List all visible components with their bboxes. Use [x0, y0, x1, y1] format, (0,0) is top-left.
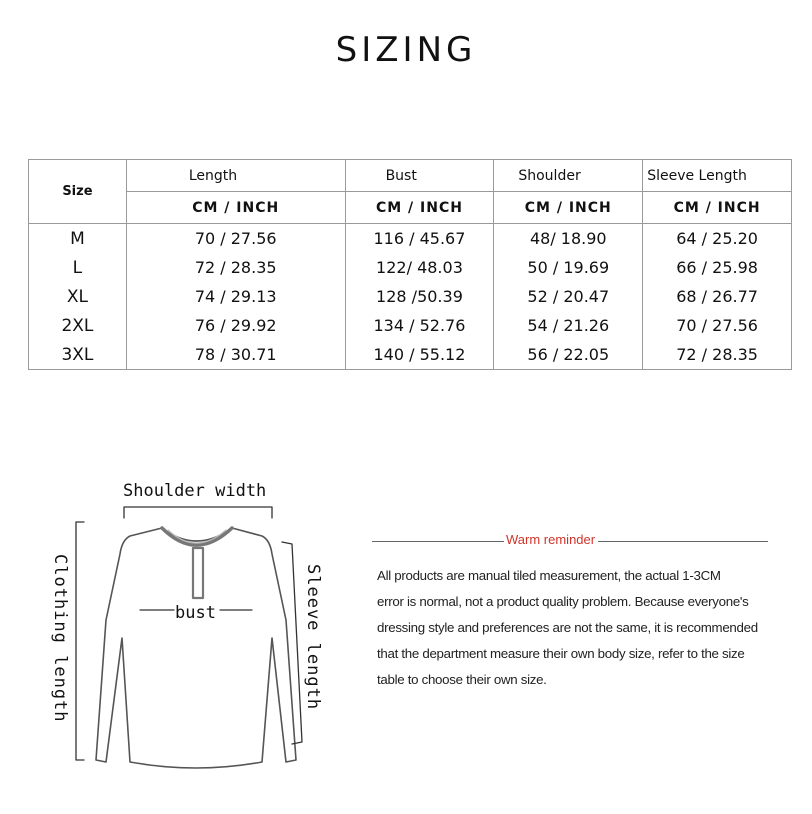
sleeve-length-cell: 64 / 25.20: [643, 224, 792, 254]
reminder-line: that the department measure their own body size, refer to the size: [377, 646, 745, 661]
shoulder-width-label: Shoulder width: [123, 481, 267, 501]
unit-label: CM / INCH: [494, 192, 643, 224]
size-chart-table: [28, 159, 792, 370]
table-unit-row: [29, 192, 792, 224]
length-cell: 70 / 27.56: [126, 224, 345, 254]
bust-cell: 128 /50.39: [345, 282, 494, 311]
unit-label: CM / INCH: [345, 192, 494, 224]
reminder-divider-right: [598, 541, 768, 542]
length-cell: 78 / 30.71: [126, 340, 345, 370]
unit-label: CM / INCH: [126, 192, 345, 224]
shoulder-column-header: Shoulder: [494, 160, 643, 192]
length-cell: 74 / 29.13: [126, 282, 345, 311]
sleeve-length-label: Sleeve length: [303, 564, 323, 711]
table-row: [29, 253, 792, 282]
table-row: [29, 311, 792, 340]
reminder-line: error is normal, not a product quality problem. Because everyone's: [377, 594, 749, 609]
table-row: [29, 224, 792, 254]
length-cell: 76 / 29.92: [126, 311, 345, 340]
bust-cell: 134 / 52.76: [345, 311, 494, 340]
sleeve-length-cell: 68 / 26.77: [643, 282, 792, 311]
reminder-text: [377, 563, 787, 693]
shoulder-cell: 52 / 20.47: [494, 282, 643, 311]
sleeve-length-column-header: Sleeve Length: [643, 160, 792, 192]
size-cell: XL: [29, 282, 127, 311]
shoulder-cell: 48/ 18.90: [494, 224, 643, 254]
bust-cell: 122/ 48.03: [345, 253, 494, 282]
sleeve-length-cell: 70 / 27.56: [643, 311, 792, 340]
clothing-length-label: Clothing length: [50, 554, 70, 723]
shoulder-cell: 56 / 22.05: [494, 340, 643, 370]
shirt-measurement-diagram: [0, 470, 360, 800]
reminder-line: dressing style and preferences are not the same, it is recommended: [377, 620, 758, 635]
shoulder-cell: 54 / 21.26: [494, 311, 643, 340]
bust-label: bust: [175, 603, 216, 623]
bust-cell: 140 / 55.12: [345, 340, 494, 370]
page-title: SIZING: [335, 30, 477, 70]
bust-column-header: Bust: [345, 160, 494, 192]
sleeve-length-cell: 72 / 28.35: [643, 340, 792, 370]
size-cell: 2XL: [29, 311, 127, 340]
table-row: [29, 282, 792, 311]
table-header-row: [29, 160, 792, 192]
size-column-header: Size: [29, 160, 127, 224]
size-cell: M: [29, 224, 127, 254]
reminder-line: table to choose their own size.: [377, 672, 547, 687]
reminder-line: All products are manual tiled measurement, the actual 1-3CM: [377, 568, 721, 583]
length-column-header: Length: [126, 160, 345, 192]
size-cell: 3XL: [29, 340, 127, 370]
bust-cell: 116 / 45.67: [345, 224, 494, 254]
reminder-title: Warm reminder: [506, 532, 596, 547]
length-cell: 72 / 28.35: [126, 253, 345, 282]
table-row: [29, 340, 792, 370]
unit-label: CM / INCH: [643, 192, 792, 224]
size-cell: L: [29, 253, 127, 282]
sleeve-length-cell: 66 / 25.98: [643, 253, 792, 282]
shoulder-cell: 50 / 19.69: [494, 253, 643, 282]
reminder-divider-left: [372, 541, 504, 542]
